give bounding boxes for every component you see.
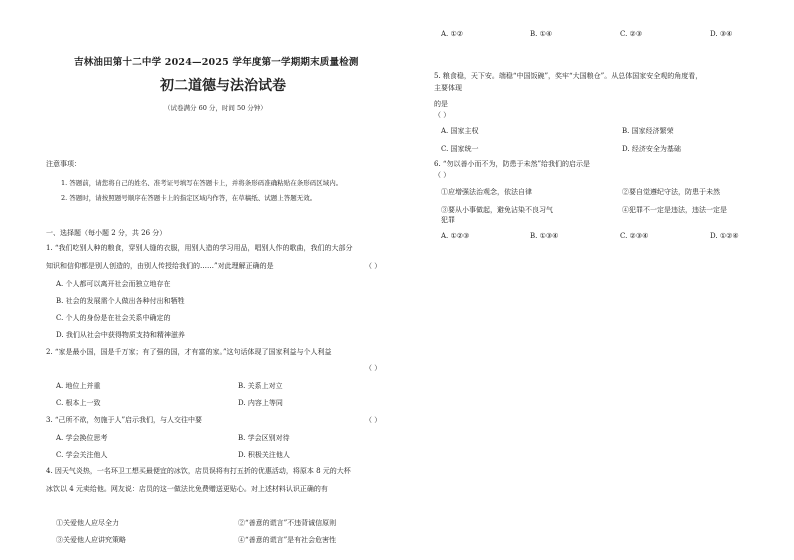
question-option: A. 国家主权 xyxy=(441,127,479,135)
question-3-stem: 3. “己所不欲，勿施于人”启示我们，与人交往中要 xyxy=(46,416,203,424)
question-1-stem: 1. “我们吃别人种的粮食，穿别人缝的衣服，用别人造的学习用品，唱别人作的歌曲，我们的大部分 xyxy=(46,244,353,252)
section-heading: 一、选择题（每小题 2 分，共 26 分） xyxy=(46,229,167,237)
answer-choice: A. ①② xyxy=(441,30,464,38)
question-option: B. 学会区别对待 xyxy=(238,434,290,442)
question-option: D. 内容上等同 xyxy=(238,399,283,407)
notice-heading: 注意事项： xyxy=(46,160,81,168)
question-option: C. 学会关注他人 xyxy=(56,451,108,459)
question-option: B. 社会的发展需个人做出各种付出和牺牲 xyxy=(56,297,185,305)
question-option: D. 我们从社会中获得物质支持和精神滋养 xyxy=(56,331,185,339)
question-4-stem: 4. 因天气炎热，一名环卫工想买最便宜的冰饮，店员误将有打五折的优惠活动，将原本 8 元的大杯 xyxy=(46,467,351,475)
question-6-stem: 6. “勿以善小而不为，防患于未然”给我们的启示是 xyxy=(434,160,591,168)
question-option: ③关爱他人应讲究策略 xyxy=(56,536,126,544)
question-option: ②要自觉遵纪守法，防患于未然 xyxy=(622,188,720,196)
question-option: ③要从小事做起，避免沾染不良习气 xyxy=(441,206,553,214)
question-option: ②“善意的谎言”不违背诚信原则 xyxy=(238,519,337,527)
question-option: A. 个人都可以离开社会而独立地存在 xyxy=(56,280,171,288)
notice-item: 1. 答题前，请您将自己的姓名、准考证号填写在答题卡上，并将条形码准确粘贴在条形码区域内。 xyxy=(61,179,343,187)
exam-meta: （试卷满分 60 分，时间 50 分钟） xyxy=(164,104,267,112)
question-4-stem: 冰饮以 4 元卖给他。网友说：店员的这一做法比免费赠送更贴心。对上述材料认识正确的有 xyxy=(46,485,328,493)
question-1-stem: 知识和信仰都是别人创造的，由别人传授给我们的……”对此理解正确的是 xyxy=(46,262,274,270)
question-5-stem: 的是 xyxy=(434,100,448,108)
question-option: C. 国家统一 xyxy=(441,145,479,153)
paper-subject: 初二道德与法治试卷 xyxy=(160,78,286,94)
question-option: C. 个人的身份是在社会关系中确定的 xyxy=(56,314,171,322)
question-option: A. 学会换位思考 xyxy=(56,434,108,442)
answer-blank: （ ） xyxy=(434,171,451,179)
answer-choice: B. ①④ xyxy=(530,30,553,38)
answer-choice: D. ③④ xyxy=(710,30,733,38)
question-option: 犯罪 xyxy=(441,216,455,224)
notice-item: 2. 答题时，请按照题号顺序在答题卡上的指定区域内作答，在草稿纸、试题上答题无效。 xyxy=(61,194,317,202)
question-option: A. 地位上并重 xyxy=(56,382,101,390)
question-5-stem: 5. 粮食稳，天下安。端稳“中国饭碗”，奖牢“大国粮仓”。从总体国家安全观的角度看， xyxy=(434,72,703,80)
question-option: ④“善意的谎言”是有社会危害性 xyxy=(238,536,337,544)
exam-title: 吉林油田第十二中学 2024—2025 学年度第一学期期末质量检测 xyxy=(74,57,359,68)
question-option: ①关爱他人应尽全力 xyxy=(56,519,119,527)
answer-blank: （ ） xyxy=(434,111,451,119)
question-2-stem: 2. “家是最小国，国是千万家；有了强的国，才有富的家。”这句话体现了国家利益与个人利益 xyxy=(46,348,332,356)
question-option: B. 国家经济繁荣 xyxy=(622,127,674,135)
answer-blank: （ ） xyxy=(365,262,382,270)
answer-blank: （ ） xyxy=(365,416,382,424)
question-option: ④犯罪不一定是违法，违法一定是 xyxy=(622,206,727,214)
answer-choice: A. ①②③ xyxy=(441,232,470,240)
answer-choice: C. ②③ xyxy=(620,30,643,38)
answer-choice: C. ②③④ xyxy=(620,232,649,240)
answer-choice: D. ①②④ xyxy=(710,232,739,240)
question-option: B. 关系上对立 xyxy=(238,382,283,390)
question-option: D. 经济安全为基础 xyxy=(622,145,681,153)
answer-blank: （ ） xyxy=(365,364,382,372)
question-option: ①应增强法治观念，依法自律 xyxy=(441,188,532,196)
question-option: D. 积极关注他人 xyxy=(238,451,290,459)
answer-choice: B. ①③④ xyxy=(530,232,559,240)
question-option: C. 根本上一致 xyxy=(56,399,101,407)
question-5-stem: 主要体现 xyxy=(434,84,462,92)
